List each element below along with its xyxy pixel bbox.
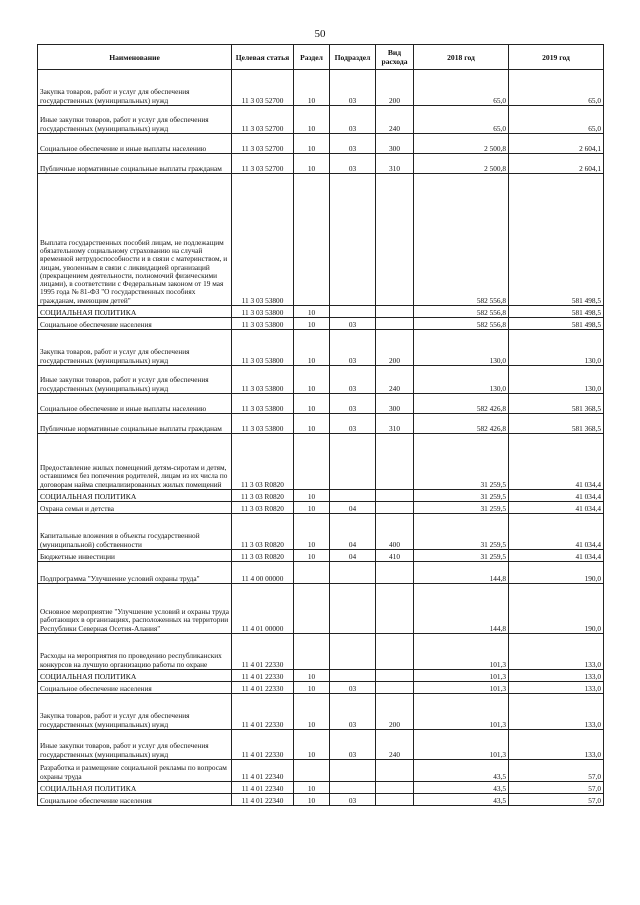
cell-name: Социальное обеспечение и иные выплаты населению (38, 394, 232, 414)
cell-code: 11 4 01 22330 (232, 682, 294, 694)
cell-type: 200 (376, 330, 414, 366)
cell-2018: 144,8 (414, 562, 509, 584)
cell-type: 240 (376, 730, 414, 760)
cell-type (376, 562, 414, 584)
cell-type (376, 502, 414, 514)
cell-2018: 2 500,8 (414, 134, 509, 154)
table-row (38, 794, 604, 806)
cell-section (294, 760, 330, 782)
cell-2018: 582 426,8 (414, 414, 509, 434)
cell-type: 200 (376, 70, 414, 106)
cell-subsection: 03 (330, 394, 376, 414)
cell-2019: 2 604,1 (509, 154, 604, 174)
cell-type: 410 (376, 550, 414, 562)
cell-2018: 101,3 (414, 670, 509, 682)
cell-2019: 2 604,1 (509, 134, 604, 154)
table-row (38, 694, 604, 730)
cell-type: 400 (376, 514, 414, 550)
table-row (38, 318, 604, 330)
cell-name: Основное мероприятие "Улучшение условий и охраны труда работающих в организациях, расположенных на территории Республики Северная Осетия-Алания" (38, 584, 232, 634)
cell-code: 11 4 01 22340 (232, 760, 294, 782)
cell-type (376, 634, 414, 670)
cell-code: 11 4 01 22330 (232, 670, 294, 682)
cell-code: 11 3 03 53800 (232, 318, 294, 330)
cell-name: Иные закупки товаров, работ и услуг для обеспечения государственных (муниципальных) нужд (38, 106, 232, 134)
page-number: 50 (314, 28, 326, 40)
cell-section: 10 (294, 366, 330, 394)
cell-2018: 101,3 (414, 730, 509, 760)
cell-2018: 582 556,8 (414, 318, 509, 330)
cell-name: Предоставление жилых помещений детям-сиротам и детям, оставшимся без попечения родителей, лицам из их числа по договорам найма специализированных жилых помещений (38, 434, 232, 490)
cell-2019: 41 034,4 (509, 550, 604, 562)
cell-2019: 190,0 (509, 562, 604, 584)
cell-2019: 57,0 (509, 794, 604, 806)
cell-type (376, 760, 414, 782)
cell-type: 240 (376, 106, 414, 134)
cell-2019: 65,0 (509, 70, 604, 106)
cell-subsection (330, 306, 376, 318)
cell-2018: 31 259,5 (414, 434, 509, 490)
cell-subsection: 03 (330, 682, 376, 694)
cell-2018: 582 426,8 (414, 394, 509, 414)
cell-type: 300 (376, 134, 414, 154)
cell-subsection (330, 434, 376, 490)
table-header-row (38, 45, 604, 70)
cell-type (376, 782, 414, 794)
cell-2018: 31 259,5 (414, 550, 509, 562)
cell-name: Публичные нормативные социальные выплаты гражданам (38, 154, 232, 174)
cell-2019: 130,0 (509, 366, 604, 394)
cell-2019: 130,0 (509, 330, 604, 366)
cell-2019: 581 498,5 (509, 174, 604, 306)
cell-section (294, 584, 330, 634)
cell-subsection: 03 (330, 794, 376, 806)
cell-type (376, 794, 414, 806)
table-row (38, 782, 604, 794)
cell-name: СОЦИАЛЬНАЯ ПОЛИТИКА (38, 670, 232, 682)
cell-name: Закупка товаров, работ и услуг для обеспечения государственных (муниципальных) нужд (38, 70, 232, 106)
cell-code: 11 3 03 52700 (232, 154, 294, 174)
cell-section: 10 (294, 394, 330, 414)
cell-name: Расходы на мероприятия по проведению республиканских конкурсов на лучшую организацию работы по охране (38, 634, 232, 670)
cell-subsection: 03 (330, 730, 376, 760)
cell-type (376, 490, 414, 502)
cell-section (294, 562, 330, 584)
cell-2018: 43,5 (414, 794, 509, 806)
cell-2018: 582 556,8 (414, 174, 509, 306)
cell-section: 10 (294, 414, 330, 434)
cell-subsection: 03 (330, 70, 376, 106)
cell-2019: 41 034,4 (509, 490, 604, 502)
cell-name: Иные закупки товаров, работ и услуг для обеспечения государственных (муниципальных) нужд (38, 730, 232, 760)
cell-2018: 582 556,8 (414, 306, 509, 318)
cell-name: СОЦИАЛЬНАЯ ПОЛИТИКА (38, 782, 232, 794)
cell-name: Выплата государственных пособий лицам, не подлежащим обязательному социальному страхованию на случай временной нетрудоспособности и в связи с материнством, и лицам, уволенным в связи с ликвидацией организаций (прекращением деятельности, полномочий физическими лицами), в соответствии с Федеральным законом от 19 мая 1995 года № 81-ФЗ "О государственных пособиях гражданам, имеющим детей" (38, 174, 232, 306)
cell-2018: 65,0 (414, 106, 509, 134)
table-row (38, 760, 604, 782)
cell-section: 10 (294, 694, 330, 730)
cell-2018: 43,5 (414, 760, 509, 782)
table-row (38, 414, 604, 434)
table-row (38, 174, 604, 306)
cell-name: Закупка товаров, работ и услуг для обеспечения государственных (муниципальных) нужд (38, 694, 232, 730)
cell-subsection (330, 760, 376, 782)
cell-subsection: 03 (330, 318, 376, 330)
cell-code: 11 3 03 R0820 (232, 502, 294, 514)
cell-subsection: 03 (330, 134, 376, 154)
table-row (38, 670, 604, 682)
cell-section: 10 (294, 490, 330, 502)
cell-2018: 31 259,5 (414, 502, 509, 514)
cell-subsection: 03 (330, 106, 376, 134)
cell-2019: 57,0 (509, 782, 604, 794)
cell-2019: 581 498,5 (509, 306, 604, 318)
cell-code: 11 3 03 R0820 (232, 434, 294, 490)
cell-name: Разработка и размещение социальной рекламы по вопросам охраны труда (38, 760, 232, 782)
cell-code: 11 4 01 00000 (232, 584, 294, 634)
cell-code: 11 3 03 53800 (232, 306, 294, 318)
cell-section: 10 (294, 550, 330, 562)
header-subsection: Подраздел (330, 45, 376, 70)
cell-name: Закупка товаров, работ и услуг для обеспечения государственных (муниципальных) нужд (38, 330, 232, 366)
table-row (38, 634, 604, 670)
cell-name: Социальное обеспечение населения (38, 794, 232, 806)
header-code: Целевая статья (232, 45, 294, 70)
header-2019: 2019 год (509, 45, 604, 70)
cell-code: 11 3 03 53800 (232, 414, 294, 434)
cell-section: 10 (294, 730, 330, 760)
cell-code: 11 3 03 53800 (232, 330, 294, 366)
cell-2018: 130,0 (414, 330, 509, 366)
table-row (38, 70, 604, 106)
cell-type: 200 (376, 694, 414, 730)
cell-section: 10 (294, 514, 330, 550)
cell-subsection: 03 (330, 694, 376, 730)
cell-section: 10 (294, 70, 330, 106)
cell-subsection (330, 174, 376, 306)
cell-subsection: 04 (330, 550, 376, 562)
table-row (38, 562, 604, 584)
cell-type: 300 (376, 394, 414, 414)
cell-2019: 133,0 (509, 682, 604, 694)
cell-type: 310 (376, 154, 414, 174)
cell-code: 11 3 03 52700 (232, 134, 294, 154)
cell-subsection: 03 (330, 414, 376, 434)
cell-2019: 581 368,5 (509, 414, 604, 434)
cell-2019: 41 034,4 (509, 434, 604, 490)
cell-2019: 133,0 (509, 634, 604, 670)
cell-section: 10 (294, 670, 330, 682)
cell-code: 11 3 03 53800 (232, 394, 294, 414)
header-name: Наименование (38, 45, 232, 70)
table-row (38, 330, 604, 366)
table-row (38, 550, 604, 562)
cell-2018: 31 259,5 (414, 490, 509, 502)
cell-subsection: 04 (330, 514, 376, 550)
cell-section: 10 (294, 782, 330, 794)
cell-type (376, 670, 414, 682)
table-row (38, 134, 604, 154)
cell-name: Социальное обеспечение населения (38, 682, 232, 694)
cell-section: 10 (294, 318, 330, 330)
cell-name: Бюджетные инвестиции (38, 550, 232, 562)
table-body (38, 70, 604, 806)
cell-2019: 581 498,5 (509, 318, 604, 330)
cell-code: 11 3 03 R0820 (232, 514, 294, 550)
cell-subsection (330, 670, 376, 682)
table-row (38, 434, 604, 490)
cell-subsection (330, 562, 376, 584)
cell-subsection (330, 634, 376, 670)
table-row (38, 682, 604, 694)
cell-code: 11 3 03 52700 (232, 70, 294, 106)
cell-2019: 65,0 (509, 106, 604, 134)
cell-code: 11 4 01 22340 (232, 794, 294, 806)
table-row (38, 514, 604, 550)
cell-code: 11 3 03 53800 (232, 366, 294, 394)
cell-name: СОЦИАЛЬНАЯ ПОЛИТИКА (38, 306, 232, 318)
cell-code: 11 3 03 R0820 (232, 550, 294, 562)
cell-subsection: 03 (330, 366, 376, 394)
cell-type (376, 682, 414, 694)
cell-section: 10 (294, 330, 330, 366)
cell-code: 11 4 01 22340 (232, 782, 294, 794)
cell-subsection (330, 782, 376, 794)
cell-name: Капитальные вложения в объекты государственной (муниципальной) собственности (38, 514, 232, 550)
cell-2018: 101,3 (414, 694, 509, 730)
cell-section: 10 (294, 502, 330, 514)
table-row (38, 584, 604, 634)
cell-2018: 101,3 (414, 634, 509, 670)
cell-type (376, 434, 414, 490)
cell-type (376, 174, 414, 306)
table-row (38, 306, 604, 318)
cell-section: 10 (294, 794, 330, 806)
cell-code: 11 3 03 53800 (232, 174, 294, 306)
cell-2019: 190,0 (509, 584, 604, 634)
cell-2018: 43,5 (414, 782, 509, 794)
header-type: Вид расхода (376, 45, 414, 70)
cell-2019: 133,0 (509, 730, 604, 760)
cell-2019: 133,0 (509, 670, 604, 682)
cell-subsection (330, 490, 376, 502)
cell-2019: 133,0 (509, 694, 604, 730)
cell-section (294, 174, 330, 306)
cell-type: 240 (376, 366, 414, 394)
budget-table (37, 44, 604, 806)
table-row (38, 154, 604, 174)
cell-2018: 2 500,8 (414, 154, 509, 174)
cell-code: 11 3 03 R0820 (232, 490, 294, 502)
cell-name: Подпрограмма "Улучшение условий охраны труда" (38, 562, 232, 584)
table-row (38, 490, 604, 502)
table-row (38, 502, 604, 514)
cell-code: 11 4 01 22330 (232, 694, 294, 730)
cell-2019: 41 034,4 (509, 502, 604, 514)
header-section: Раздел (294, 45, 330, 70)
cell-section: 10 (294, 106, 330, 134)
cell-section: 10 (294, 682, 330, 694)
cell-code: 11 4 01 22330 (232, 634, 294, 670)
table-row (38, 366, 604, 394)
cell-section (294, 634, 330, 670)
cell-2019: 41 034,4 (509, 514, 604, 550)
cell-2018: 65,0 (414, 70, 509, 106)
cell-section: 10 (294, 306, 330, 318)
cell-type: 310 (376, 414, 414, 434)
cell-section (294, 434, 330, 490)
cell-code: 11 4 01 22330 (232, 730, 294, 760)
cell-type (376, 306, 414, 318)
cell-subsection: 03 (330, 330, 376, 366)
cell-code: 11 4 00 00000 (232, 562, 294, 584)
cell-name: Социальное обеспечение и иные выплаты населению (38, 134, 232, 154)
cell-name: Охрана семьи и детства (38, 502, 232, 514)
header-2018: 2018 год (414, 45, 509, 70)
cell-subsection: 03 (330, 154, 376, 174)
cell-name: Иные закупки товаров, работ и услуг для обеспечения государственных (муниципальных) нужд (38, 366, 232, 394)
cell-name: Социальное обеспечение населения (38, 318, 232, 330)
cell-2018: 130,0 (414, 366, 509, 394)
cell-subsection (330, 584, 376, 634)
cell-name: Публичные нормативные социальные выплаты гражданам (38, 414, 232, 434)
cell-code: 11 3 03 52700 (232, 106, 294, 134)
cell-name: СОЦИАЛЬНАЯ ПОЛИТИКА (38, 490, 232, 502)
cell-2018: 101,3 (414, 682, 509, 694)
cell-section: 10 (294, 154, 330, 174)
cell-2018: 31 259,5 (414, 514, 509, 550)
cell-subsection: 04 (330, 502, 376, 514)
table-row (38, 106, 604, 134)
cell-type (376, 584, 414, 634)
cell-type (376, 318, 414, 330)
cell-2018: 144,8 (414, 584, 509, 634)
table-row (38, 730, 604, 760)
cell-section: 10 (294, 134, 330, 154)
cell-2019: 57,0 (509, 760, 604, 782)
table-row (38, 394, 604, 414)
cell-2019: 581 368,5 (509, 394, 604, 414)
